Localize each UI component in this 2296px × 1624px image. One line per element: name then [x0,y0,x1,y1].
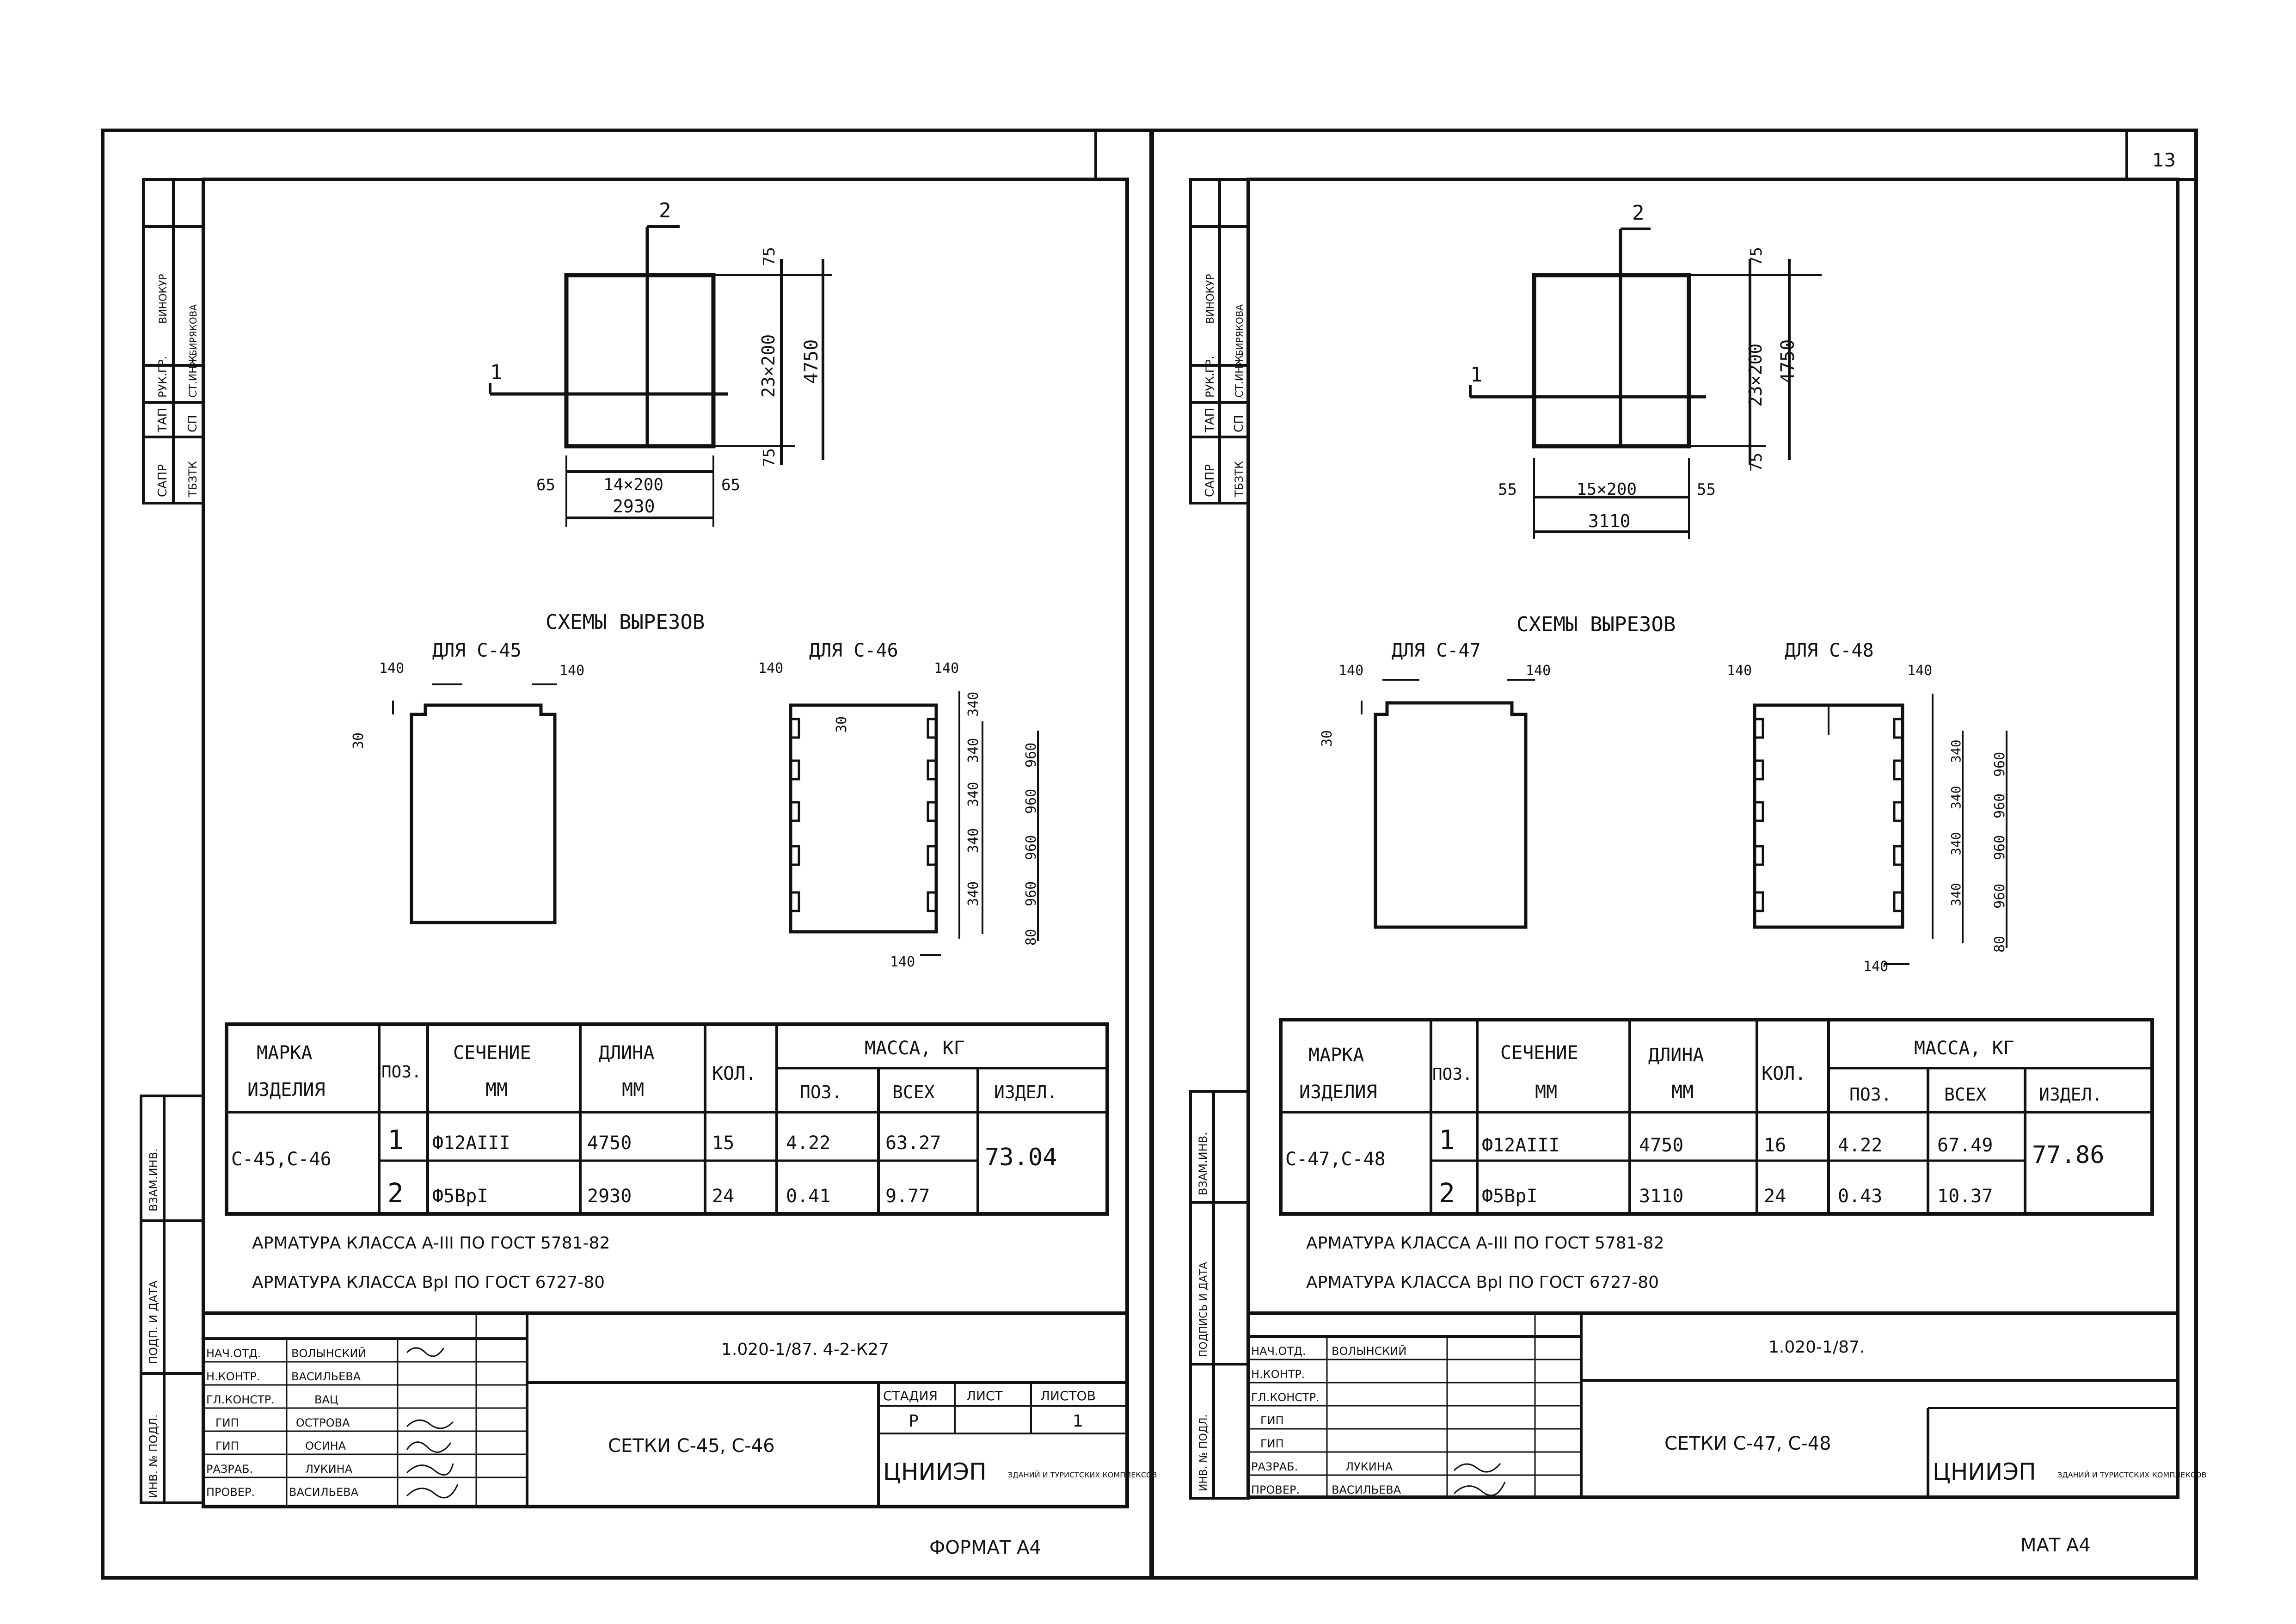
table-h-mark-r: МАРКА [1308,1045,1364,1066]
table-h-mark2: ИЗДЕЛИЯ [247,1079,325,1101]
tb-org2-r: ЗДАНИЙ И ТУРИСТСКИХ КОМПЛЕКСОВ [2057,1470,2207,1479]
tb-role-6-r: РАЗРАБ. [1251,1460,1298,1473]
table-h-sec-r: СЕЧЕНИЕ [1500,1042,1578,1064]
cutout-right-dim-340c: 340 [965,781,982,807]
cutouts-title: СХЕМЫ ВЫРЕЗОВ [546,610,705,634]
stamp-biryakova-r: БИРЯКОВА [1234,304,1245,356]
texts-right [1197,150,2206,1556]
mesh-plan-right [1470,229,1822,539]
tb-name-1: ВОЛЫНСКИЙ [291,1347,367,1360]
note-1: АРМАТУРА КЛАССА А-III ПО ГОСТ 5781-82 [252,1234,610,1253]
table-h-mass-all-r: ВСЕХ [1944,1084,1987,1105]
cutout-right-dim-140b-r: 140 [1907,663,1933,679]
table-h-mass: МАССА, КГ [865,1038,965,1059]
cutout-right-c46 [791,691,1038,955]
tb-role-6: РАЗРАБ. [206,1463,253,1476]
table-h-qty-r: КОЛ. [1762,1063,1806,1084]
table-h-mass-prod: ИЗДЕЛ. [994,1082,1058,1102]
plan-total-vertical-dim-r: 4750 [1777,339,1799,384]
table-row2-sec-r: Ф5ВрI [1482,1186,1538,1207]
note-2: АРМАТУРА КЛАССА ВрI ПО ГОСТ 6727-80 [252,1273,605,1292]
plan-right-edge-dim-r: 55 [1697,480,1716,499]
table-row1-mpos: 4.22 [786,1132,831,1154]
stamp-vinokur: ВИНОКУР [158,274,169,324]
sheet-right-inner-frame [1248,179,2178,1497]
stamp-sp: СП [186,415,200,432]
cutout-left-c45 [393,684,557,923]
cutout-right-dim-140a: 140 [758,660,784,677]
plan-mid-vertical-dim: 23×200 [758,334,779,398]
plan-total-horizontal-dim-r: 3110 [1588,511,1631,531]
plan-top-edge-dim: 75 [760,247,779,266]
tb-role-1-r: НАЧ.ОТД. [1251,1345,1306,1358]
cutout-right-dim-340c-r: 340 [1948,832,1964,855]
cutout-right-dim-340a-r: 340 [1948,739,1964,763]
table-h-mass-pos: ПОЗ. [800,1082,842,1102]
cutout-left-dim-140a-r: 140 [1338,663,1364,679]
stamp-rukgr: РУК.ГР. [156,356,169,398]
table-row1-mall: 63.27 [885,1132,941,1154]
tb-name-3: ВАЦ [314,1393,338,1406]
cutout-left-dim-140b-r: 140 [1526,663,1551,679]
tb-role-2-r: Н.КОНТР. [1251,1368,1305,1381]
sheet-left-outer-frame [103,130,1152,1578]
cutout-left-dim-30-r: 30 [1319,730,1335,747]
plan-pos1-label: 1 [490,361,503,384]
sheet-left-inner-frame [203,179,1127,1507]
plan-total-vertical-dim: 4750 [801,339,822,384]
stamp-sapr: САПР [156,464,170,497]
table-row1-len-r: 4750 [1639,1135,1684,1156]
stamp-stinzh-r: СТ.ИНЖ. [1234,351,1246,398]
tb-sheets-count: 1 [1073,1412,1083,1431]
tb-org: ЦНИИЭП [883,1458,987,1485]
tb-name: СЕТКИ С-45, С-46 [608,1435,775,1457]
stamp-tbztk-r: ТБЗТК [1233,461,1246,497]
tb-name-6: ЛУКИНА [305,1463,353,1476]
table-h-sec: СЕЧЕНИЕ [453,1042,531,1064]
table-row2-mpos-r: 0.43 [1838,1186,1883,1207]
tb-role-1: НАЧ.ОТД. [206,1347,261,1360]
cutout-right-dim-960b-r: 960 [1992,793,2008,818]
plan-pos2-label: 2 [659,199,671,222]
table-row1-pos: 1 [387,1124,404,1156]
tb-name-7-r: ВАСИЛЬЕВА [1332,1483,1401,1496]
cutout-left-dim-140b: 140 [559,663,585,679]
table-total-r: 77.86 [2032,1141,2105,1169]
signature-7 [1454,1482,1505,1495]
plan-left-edge-dim-r: 55 [1498,480,1517,499]
cutout-right-dim-340e: 340 [965,881,982,906]
tb-role-5-r: ГИП [1260,1437,1284,1450]
table-row2-mall-r: 10.37 [1937,1186,1993,1207]
note-1-r: АРМАТУРА КЛАССА А-III ПО ГОСТ 5781-82 [1306,1234,1664,1253]
plan-bottom-edge-dim-r: 75 [1747,453,1766,472]
table-h-pos: ПОЗ. [381,1063,422,1082]
table-row1-mall-r: 67.49 [1937,1135,1993,1156]
cutout-right-dim-960a: 960 [1023,742,1039,768]
cutout-right-dim-340a: 340 [965,691,982,717]
table-h-mm-sec-r: ММ [1535,1082,1558,1103]
table-mark-r: С-47,С-48 [1285,1149,1386,1170]
cutout-left-label-r: ДЛЯ С-47 [1392,640,1481,661]
table-row1-pos-r: 1 [1439,1124,1455,1156]
tb-stage: Р [909,1412,919,1431]
table-h-mark: МАРКА [257,1042,313,1064]
plan-right-edge-dim: 65 [721,476,740,494]
tb-org-r: ЦНИИЭП [1933,1458,2036,1485]
plan-left-edge-dim: 65 [536,476,555,494]
table-h-len-r: ДЛИНА [1648,1045,1704,1066]
tb-listov: ЛИСТОВ [1040,1388,1096,1403]
cutout-right-dim-960a-r: 960 [1992,751,2008,777]
stamp-vinokur-r: ВИНОКУР [1205,274,1216,324]
cutout-right-dim-30: 30 [834,716,850,733]
cutout-left-dim-140a: 140 [379,660,405,677]
label-inv: ИНВ. № ПОДЛ. [147,1414,160,1498]
table-row2-pos-r: 2 [1439,1177,1455,1209]
cutout-right-dim-140c: 140 [890,954,915,970]
label-vzam-r: ВЗАМ.ИНВ. [1197,1132,1209,1195]
format-label: ФОРМАТ А4 [929,1537,1041,1558]
plan-top-edge-dim-r: 75 [1747,247,1766,266]
plan-bottom-edge-dim: 75 [760,448,779,467]
spec-table-left [227,1024,1107,1214]
title-block-left [203,1313,1127,1507]
tb-role-3-r: ГЛ.КОНСТР. [1251,1391,1320,1404]
cutout-right-dim-140b: 140 [934,660,959,677]
cutout-left-dim-30: 30 [350,732,367,749]
cutout-right-dim-960c-r: 960 [1992,835,2008,860]
tb-name-r: СЕТКИ С-47, С-48 [1664,1433,1831,1454]
table-row1-qty-r: 16 [1764,1135,1786,1156]
table-row1-mpos-r: 4.22 [1838,1135,1883,1156]
tb-org2: ЗДАНИЙ И ТУРИСТСКИХ КОМПЛЕКСОВ [1008,1470,1157,1479]
table-h-mm-len-r: ММ [1671,1082,1694,1103]
plan-mid-vertical-dim-r: 23×200 [1745,343,1766,407]
table-row2-len: 2930 [587,1186,632,1207]
table-row1-len: 4750 [587,1132,632,1154]
table-mark: С-45,С-46 [231,1149,332,1170]
label-vzam: ВЗАМ.ИНВ. [147,1148,160,1212]
table-h-pos-r: ПОЗ. [1432,1065,1473,1084]
table-h-qty: КОЛ. [712,1063,757,1084]
table-row1-qty: 15 [712,1132,735,1154]
cutout-left-c47 [1362,680,1535,927]
cutout-right-dim-140c-r: 140 [1863,959,1889,975]
cutout-right-dim-340b: 340 [965,738,982,763]
tb-role-4: ГИП [215,1416,239,1429]
cutout-right-dim-80: 80 [1023,929,1039,946]
tb-role-7-r: ПРОВЕР. [1251,1483,1300,1496]
plan-mid-horizontal-dim-r: 15×200 [1577,480,1637,499]
table-h-mass-pos-r: ПОЗ. [1849,1084,1892,1105]
table-row2-mall: 9.77 [885,1186,930,1207]
table-row2-pos: 2 [387,1177,404,1209]
cutout-right-c48 [1755,694,2007,964]
signature-3 [407,1442,451,1452]
tb-role-3: ГЛ.КОНСТР. [206,1393,275,1406]
stamp-stinzh: СТ.ИНЖ. [188,351,199,398]
cutout-left-label: ДЛЯ С-45 [432,640,522,661]
label-podpis-r: ПОДПИСЬ И ДАТА [1198,1262,1209,1357]
table-h-mass-all: ВСЕХ [892,1082,935,1102]
plan-pos1-label-r: 1 [1470,363,1483,387]
plan-total-horizontal-dim: 2930 [613,496,655,517]
table-row2-sec: Ф5ВрI [432,1186,488,1207]
spec-table-right [1281,1020,2152,1214]
texts-left [147,199,1157,1558]
signature-6 [1454,1464,1500,1472]
stamp-tbztk: ТБЗТК [186,461,199,497]
table-h-mm-sec: ММ [485,1079,508,1101]
stamp-tap: ТАП [156,407,170,432]
signature-5 [407,1484,458,1498]
table-row2-len-r: 3110 [1639,1186,1684,1207]
table-h-mm-len: ММ [622,1079,645,1101]
tb-name-7: ВАСИЛЬЕВА [289,1486,359,1499]
table-h-mass-prod-r: ИЗДЕЛ. [2039,1084,2103,1105]
tb-code: 1.020-1/87. 4-2-К27 [721,1340,889,1359]
cutout-right-dim-960d-r: 960 [1992,883,2008,909]
stamp-tap-r: ТАП [1203,407,1217,432]
tb-name-5: ОСИНА [305,1439,346,1452]
table-row2-qty-r: 24 [1764,1186,1786,1207]
tb-list: ЛИСТ [966,1388,1003,1403]
plan-pos2-label-r: 2 [1632,201,1645,225]
cutout-right-label-r: ДЛЯ С-48 [1785,640,1874,661]
label-inv-r: ИНВ. № ПОДЛ. [1198,1414,1209,1491]
tb-role-2: Н.КОНТР. [206,1370,260,1383]
format-label-r: МАТ А4 [2020,1535,2091,1556]
table-total: 73.04 [985,1144,1057,1171]
cutout-right-label: ДЛЯ С-46 [809,640,898,661]
tb-name-4: ОСТРОВА [296,1416,350,1429]
plan-mid-horizontal-dim: 14×200 [603,475,664,494]
cutout-right-dim-960c: 960 [1023,835,1039,860]
tb-name-2: ВАСИЛЬЕВА [291,1370,361,1383]
stamp-biryakova: БИРЯКОВА [188,304,199,356]
cutouts-title-r: СХЕМЫ ВЫРЕЗОВ [1516,613,1676,636]
cutout-right-dim-80-r: 80 [1992,935,2008,953]
tb-role-7: ПРОВЕР. [206,1486,255,1499]
tb-stadiya: СТАДИЯ [883,1388,938,1403]
table-h-mark2-r: ИЗДЕЛИЯ [1299,1082,1377,1103]
signature-4 [407,1464,453,1475]
tb-role-4-r: ГИП [1260,1414,1284,1427]
sheet-left [103,130,1152,1578]
tb-role-5: ГИП [215,1439,239,1452]
table-h-mass-r: МАССА, КГ [1914,1038,2014,1059]
sheet-right [1151,130,2196,1578]
stamp-sp-r: СП [1232,415,1246,432]
table-row2-mpos: 0.41 [786,1186,831,1207]
signature-2 [407,1420,453,1428]
table-row2-qty: 24 [712,1186,735,1207]
cutout-right-dim-960d: 960 [1023,881,1039,906]
cutout-right-dim-140a-r: 140 [1727,663,1752,679]
tb-name-6-r: ЛУКИНА [1345,1460,1393,1473]
cutout-right-dim-340d: 340 [965,828,982,853]
signature-1 [407,1348,444,1356]
note-2-r: АРМАТУРА КЛАССА ВрI ПО ГОСТ 6727-80 [1306,1273,1659,1292]
cutout-right-dim-960b: 960 [1023,788,1039,814]
table-row1-sec: Ф12АIII [432,1132,510,1154]
tb-name-1-r: ВОЛЫНСКИЙ [1332,1345,1407,1358]
sheet-right-outer-frame [1151,130,2196,1578]
stamp-rukgr-r: РУК.ГР. [1203,356,1216,398]
page-number: 13 [2152,150,2176,171]
table-h-len: ДЛИНА [599,1042,655,1064]
cutout-right-dim-340d-r: 340 [1948,883,1964,906]
table-row1-sec-r: Ф12АIII [1482,1135,1560,1156]
stamp-sapr-r: САПР [1203,464,1217,497]
label-podpis: ПОДП. И ДАТА [147,1280,160,1364]
tb-code-r: 1.020-1/87. [1768,1338,1865,1357]
cutout-right-dim-340b-r: 340 [1948,786,1964,809]
